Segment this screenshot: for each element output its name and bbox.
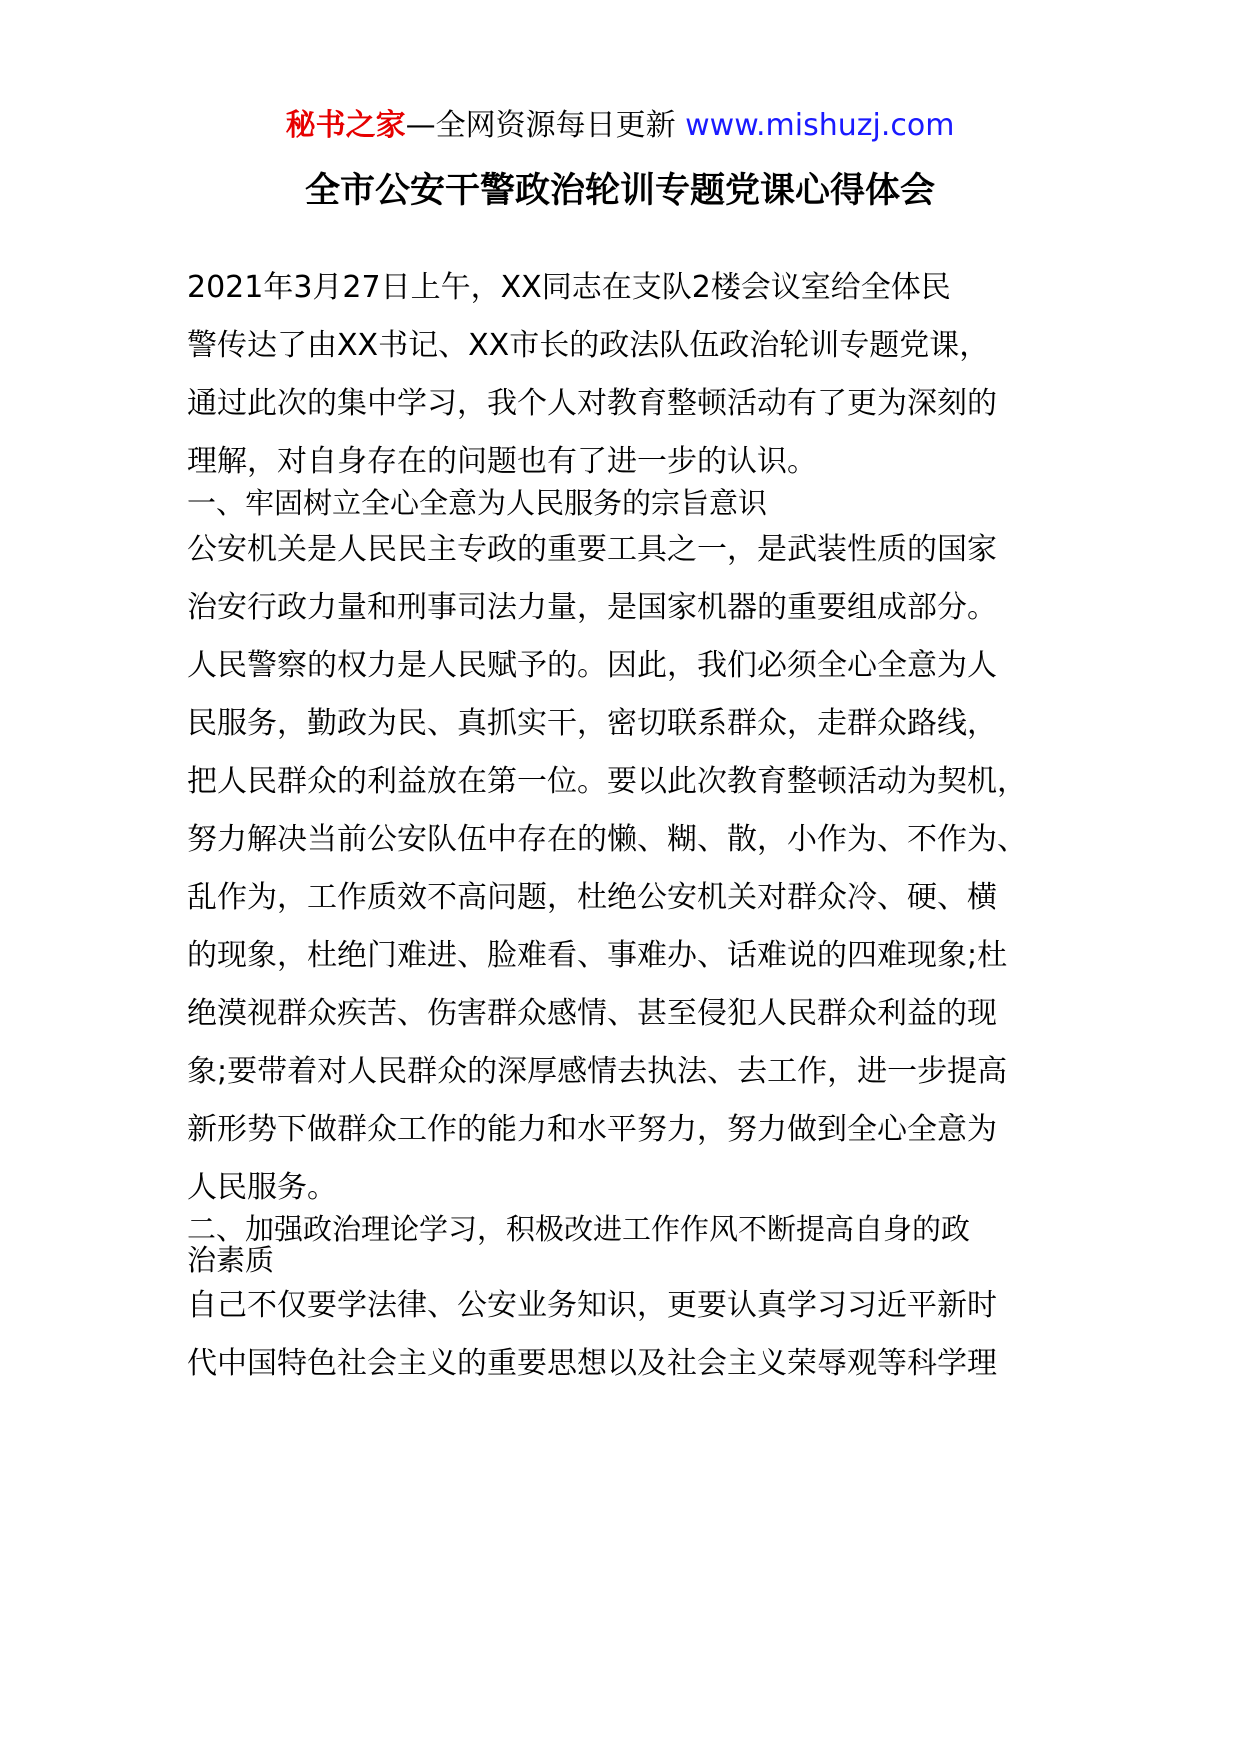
- paragraph-1-line-4: 理解，对自身存在的问题也有了进一步的认识。: [187, 444, 817, 479]
- paragraph-2-line-2: 治安行政力量和刑事司法力量，是国家机器的重要组成部分。: [187, 590, 997, 625]
- paragraph-2-line-4: 民服务，勤政为民、真抓实干，密切联系群众，走群众路线，: [187, 706, 997, 741]
- paragraph-2-line-1: 公安机关是人民民主专政的重要工具之一，是武装性质的国家: [187, 532, 997, 567]
- section-heading-1: 一、牢固树立全心全意为人民服务的宗旨意识: [187, 486, 768, 520]
- paragraph-2-line-7: 乱作为，工作质效不高问题，杜绝公安机关对群众冷、硬、横: [187, 880, 997, 915]
- paragraph-2-line-5: 把人民群众的利益放在第一位。要以此次教育整顿活动为契机，: [187, 764, 1027, 799]
- paragraph-2-line-10: 象;要带着对人民群众的深厚感情去执法、去工作，进一步提高: [187, 1054, 1008, 1089]
- paragraph-2-line-8: 的现象，杜绝门难进、脸难看、事难办、话难说的四难现象;杜: [187, 938, 1008, 973]
- paragraph-3-line-2: 代中国特色社会主义的重要思想以及社会主义荣辱观等科学理: [187, 1346, 997, 1381]
- paragraph-2-line-3: 人民警察的权力是人民赋予的。因此，我们必须全心全意为人: [187, 648, 997, 683]
- paragraph-1-line-2: 警传达了由XX书记、XX市长的政法队伍政治轮训专题党课，: [187, 328, 990, 363]
- paragraph-3-line-1: 自己不仅要学法律、公安业务知识，更要认真学习习近平新时: [187, 1288, 997, 1323]
- paragraph-1-line-3: 通过此次的集中学习，我个人对教育整顿活动有了更为深刻的: [187, 386, 997, 421]
- paragraph-2-line-6: 努力解决当前公安队伍中存在的懒、糊、散，小作为、不作为、: [187, 822, 1027, 857]
- document-title: 全市公安干警政治轮训专题党课心得体会: [304, 171, 935, 211]
- site-tagline: —全网资源每日更新: [405, 108, 686, 143]
- paragraph-2-line-11: 新形势下做群众工作的能力和水平努力，努力做到全心全意为: [187, 1112, 997, 1147]
- section-heading-2-line-1: 二、加强政治理论学习，积极改进工作作风不断提高自身的政: [187, 1212, 971, 1246]
- paragraph-2-line-12: 人民服务。: [187, 1170, 337, 1205]
- paragraph-1-line-1: 2021年3月27日上午，XX同志在支队2楼会议室给全体民: [187, 270, 951, 305]
- site-url-link[interactable]: www.mishuzj.com: [685, 108, 955, 143]
- paragraph-2-line-9: 绝漠视群众疾苦、伤害群众感情、甚至侵犯人民群众利益的现: [187, 996, 997, 1031]
- brand-name: 秘书之家: [285, 108, 406, 143]
- section-heading-2-line-2: 治素质: [187, 1243, 275, 1277]
